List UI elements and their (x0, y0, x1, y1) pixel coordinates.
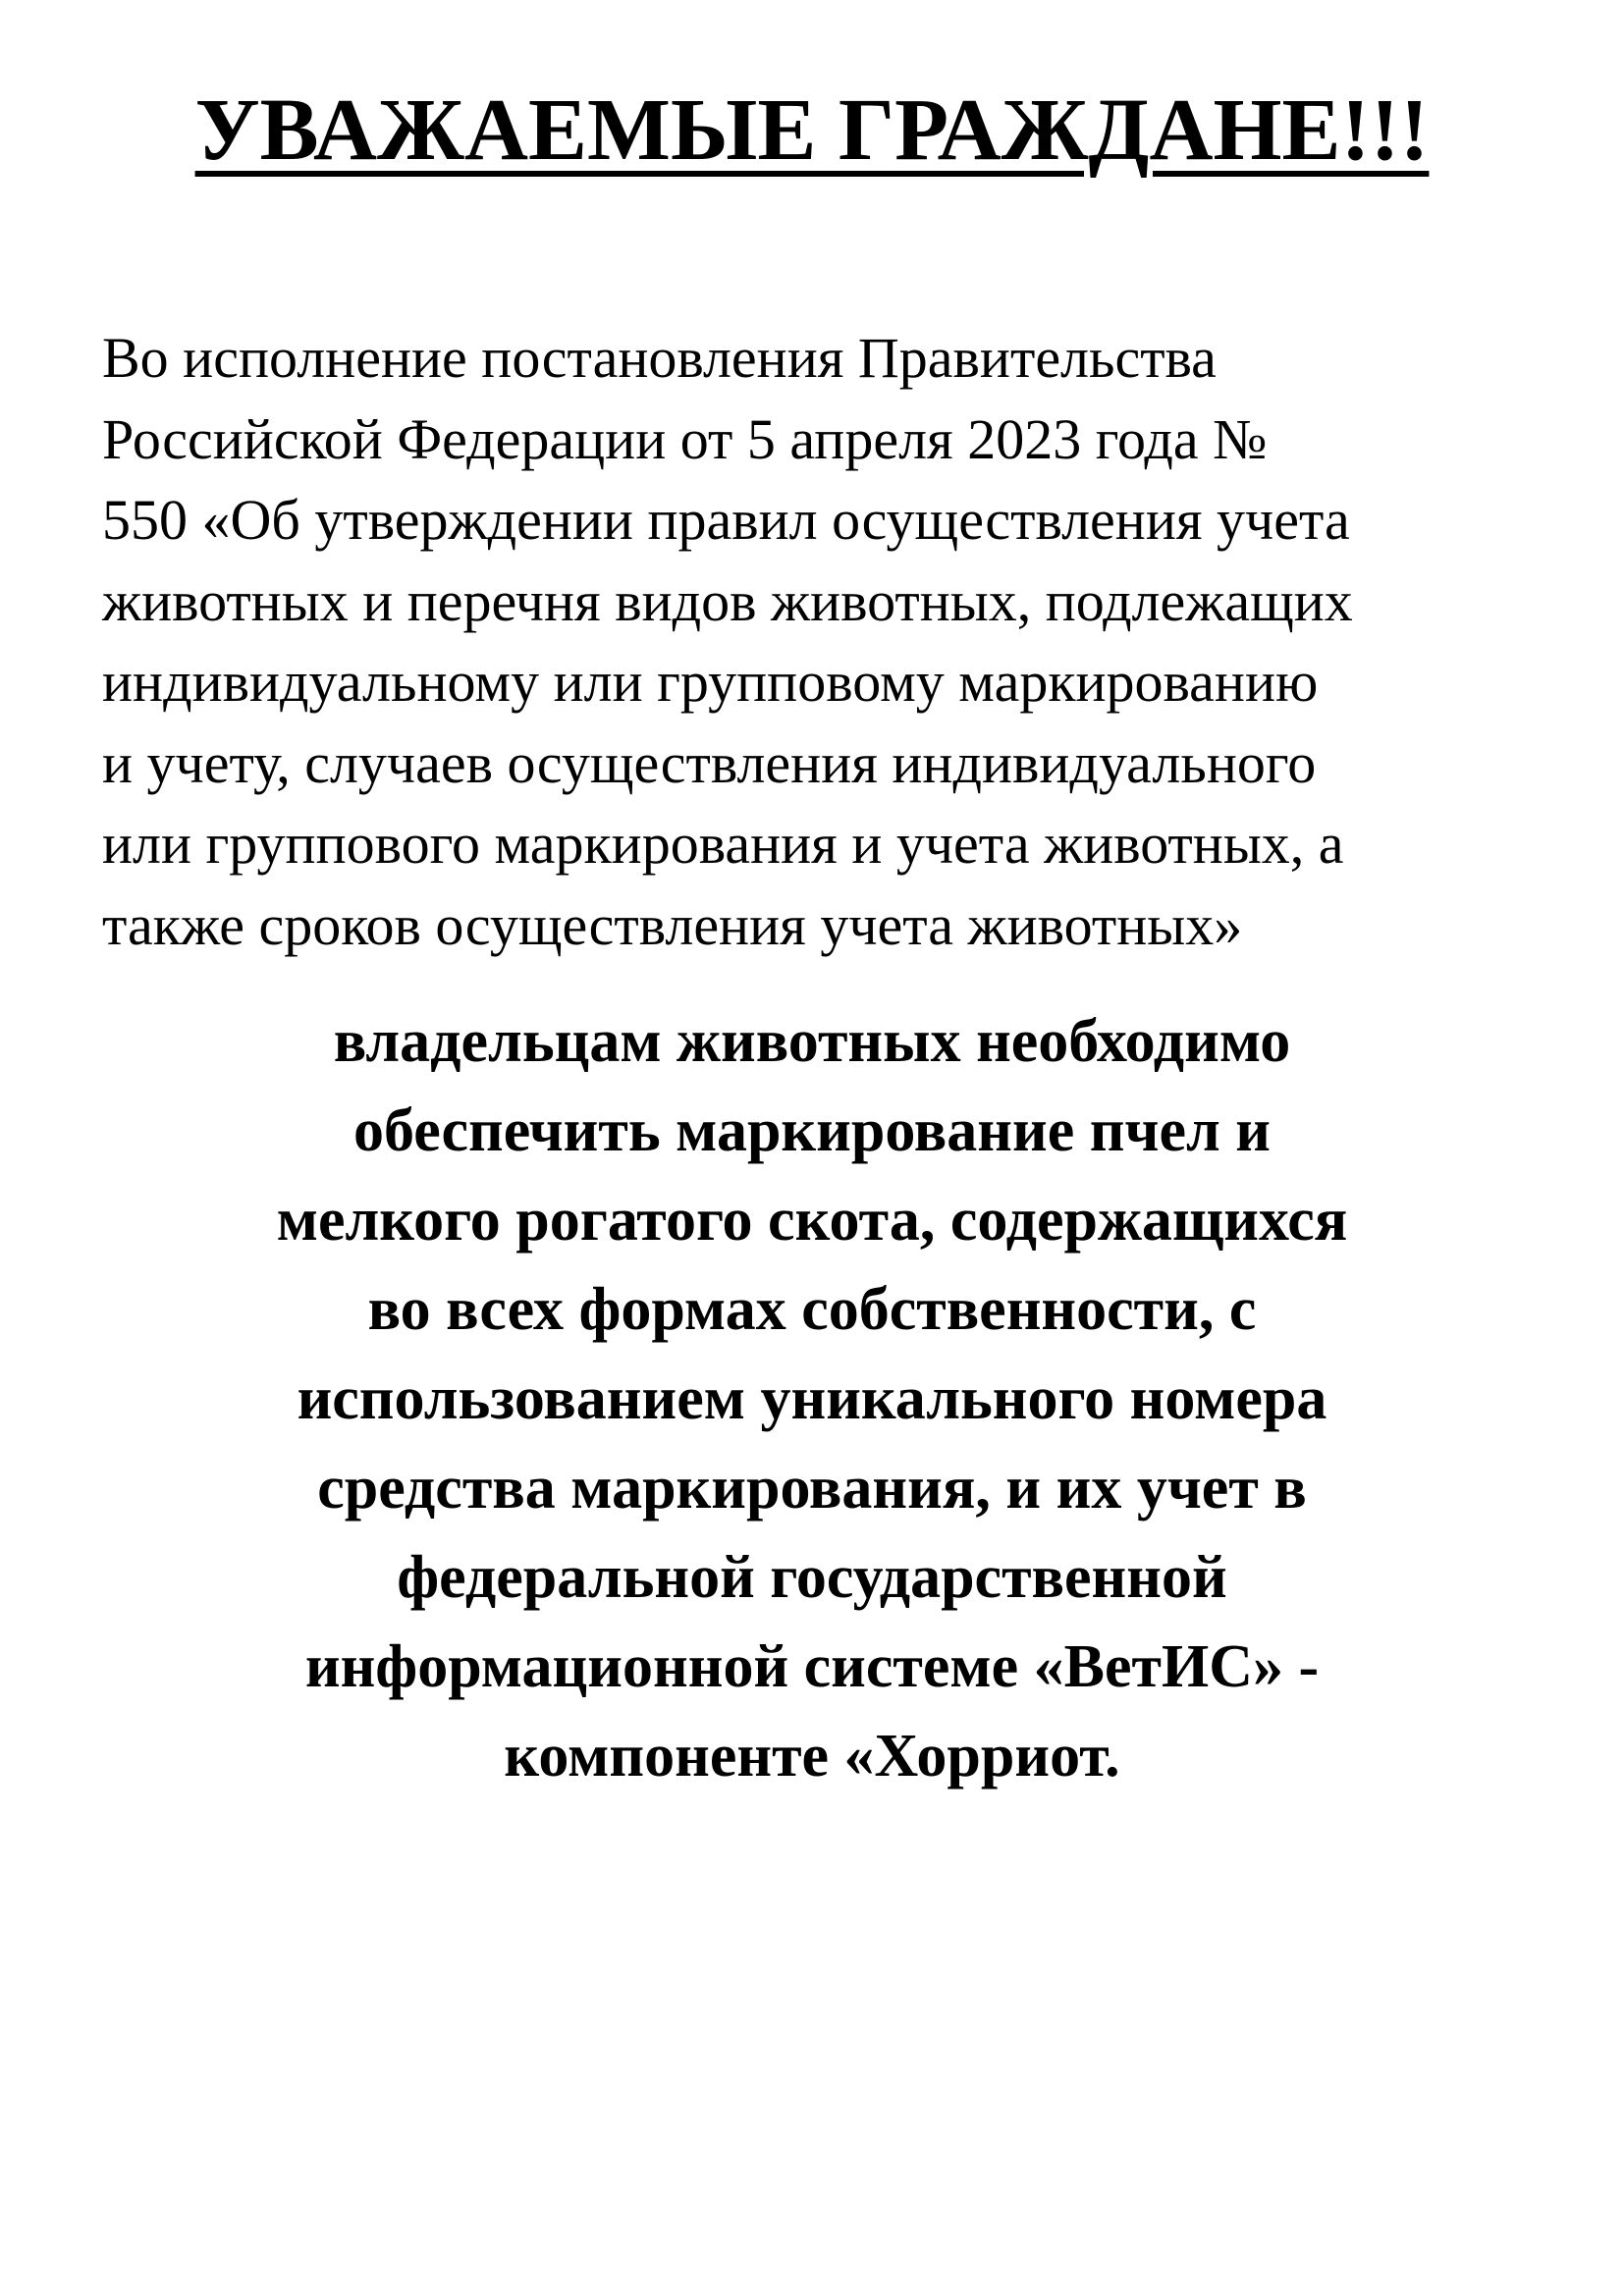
instruction-line: информационной системе «ВетИС» - (304, 1633, 1320, 1700)
instruction-line: компоненте «Хорриот. (504, 1723, 1120, 1789)
instruction-line: мелкого рогатого скота, содержащихся (276, 1187, 1348, 1254)
intro-line: Во исполнение постановления Правительства (102, 326, 1217, 390)
instruction-line: во всех формах собственности, с (367, 1276, 1257, 1343)
intro-line: или группового маркирования и учета животных, а (102, 812, 1344, 876)
intro-line: Российской Федерации от 5 апреля 2023 года № (102, 406, 1268, 471)
intro-line: и учету, случаев осуществления индивидуального (102, 730, 1317, 795)
instruction-line: обеспечить маркирование пчел и (353, 1097, 1271, 1164)
intro-paragraph (102, 318, 1545, 966)
intro-line: животных и перечня видов животных, подлежащих (102, 568, 1353, 633)
intro-line: 550 «Об утверждении правил осуществления учета (102, 488, 1350, 552)
instruction-line: использованием уникального номера (297, 1365, 1327, 1432)
notice-title (0, 77, 1624, 185)
instruction-line: федеральной государственной (397, 1544, 1227, 1611)
intro-line: индивидуальному или групповому маркированию (102, 650, 1319, 714)
instruction-line: владельцам животных необходимо (333, 1008, 1291, 1075)
instruction-block (0, 997, 1624, 1801)
intro-line: также сроков осуществления учета животных» (102, 892, 1243, 957)
instruction-line: средства маркирования, и их учет в (317, 1455, 1307, 1522)
notice-title-text: УВАЖАЕМЫЕ ГРАЖДАНЕ!!! (194, 81, 1430, 179)
